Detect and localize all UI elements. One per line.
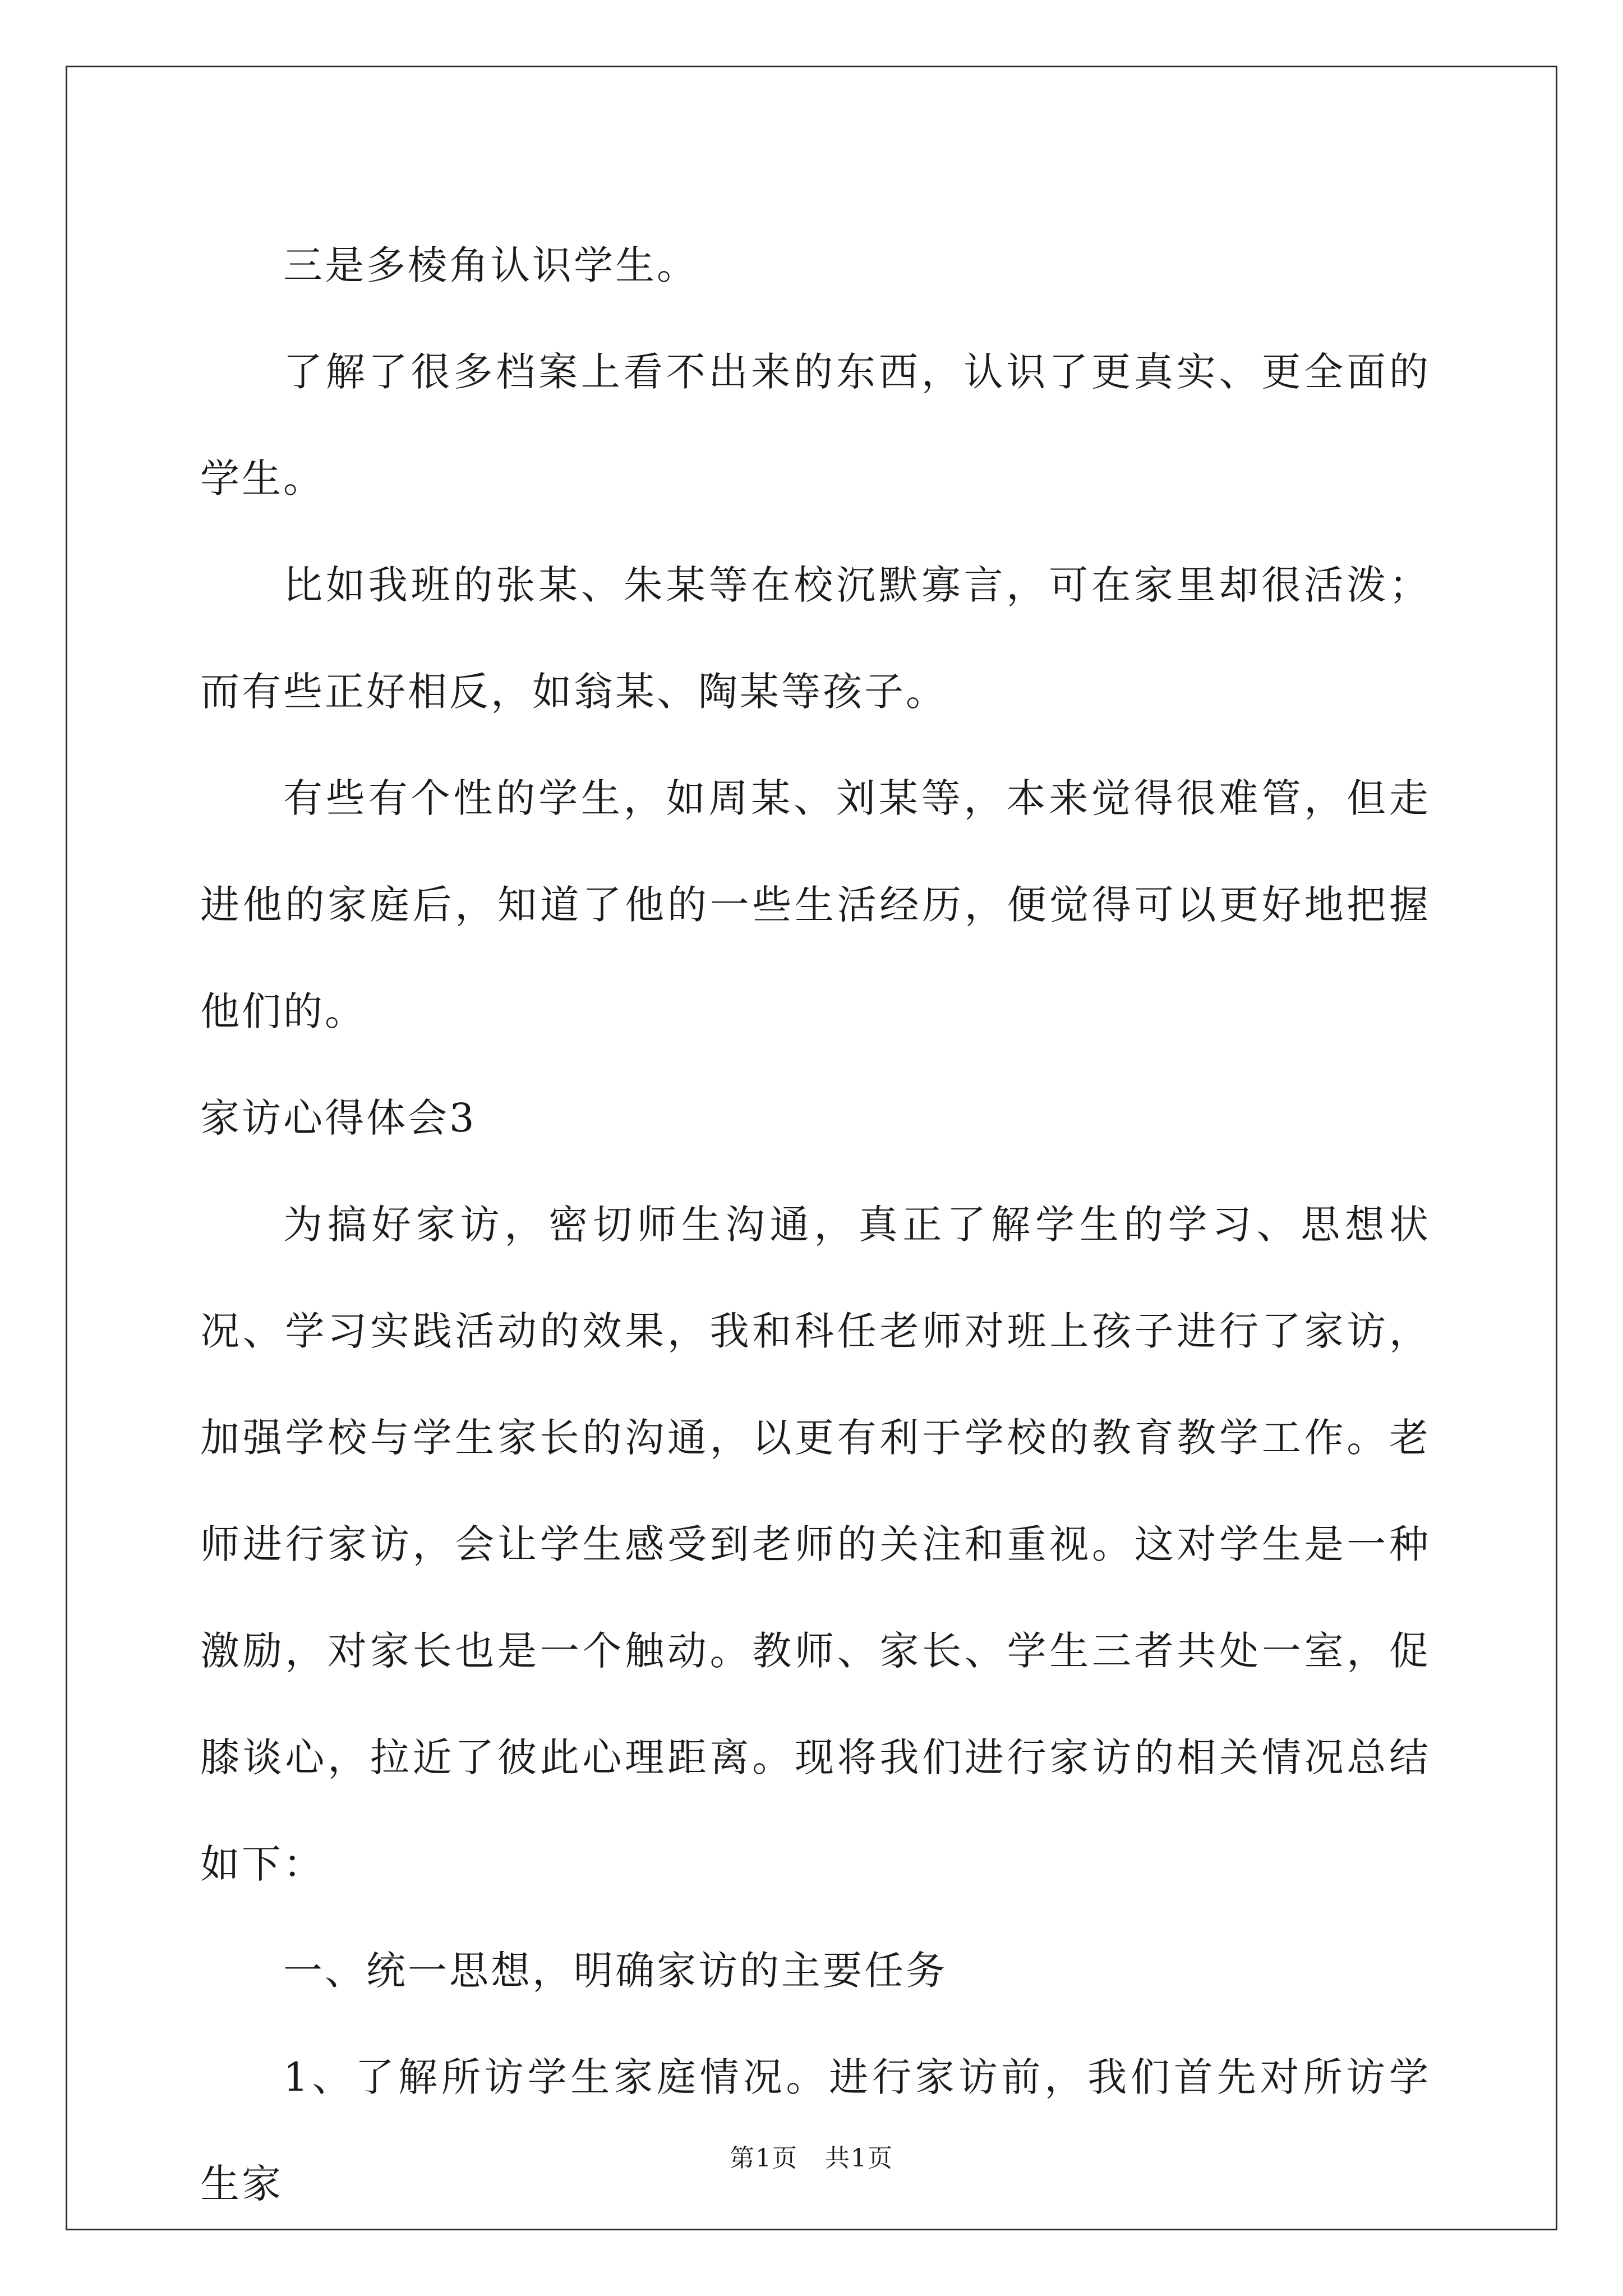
page-footer bbox=[0, 2142, 1623, 2175]
paragraph: 1、了解所访学生家庭情况。进行家访前，我们首先对所访学生家 bbox=[200, 2054, 1431, 2207]
section-heading: 家访心得体会3 bbox=[200, 1095, 477, 1141]
page-total: 共1页 bbox=[825, 2144, 893, 2173]
paragraph: 了解了很多档案上看不出来的东西，认识了更真实、更全面的学生。 bbox=[200, 349, 1431, 501]
document-body bbox=[200, 212, 1431, 2237]
paragraph: 一、统一思想，明确家访的主要任务 bbox=[283, 1948, 947, 1994]
paragraph: 为搞好家访，密切师生沟通，真正了解学生的学习、思想状况、学习实践活动的效果，我和科任老师对班上孩子进行了家访，加强学校与学生家长的沟通，以更有利于学校的教育教学工作。老师进行家访，会让学生感受到老师的关注和重视。这对学生是一种激励，对家长也是一个触动。教师、家长、学生三者共处一室，促膝谈心，拉近了彼此心理距离。现将我们进行家访的相关情况总结如下： bbox=[200, 1202, 1431, 1887]
paragraph: 三是多棱角认识学生。 bbox=[283, 242, 698, 288]
paragraph: 比如我班的张某、朱某等在校沉默寡言，可在家里却很活泼；而有些正好相反，如翁某、陶某等孩子。 bbox=[200, 562, 1431, 715]
paragraph: 有些有个性的学生，如周某、刘某等，本来觉得很难管，但走进他的家庭后，知道了他的一些生活经历，便觉得可以更好地把握他们的。 bbox=[200, 775, 1431, 1034]
page-number: 第1页 bbox=[730, 2144, 798, 2173]
